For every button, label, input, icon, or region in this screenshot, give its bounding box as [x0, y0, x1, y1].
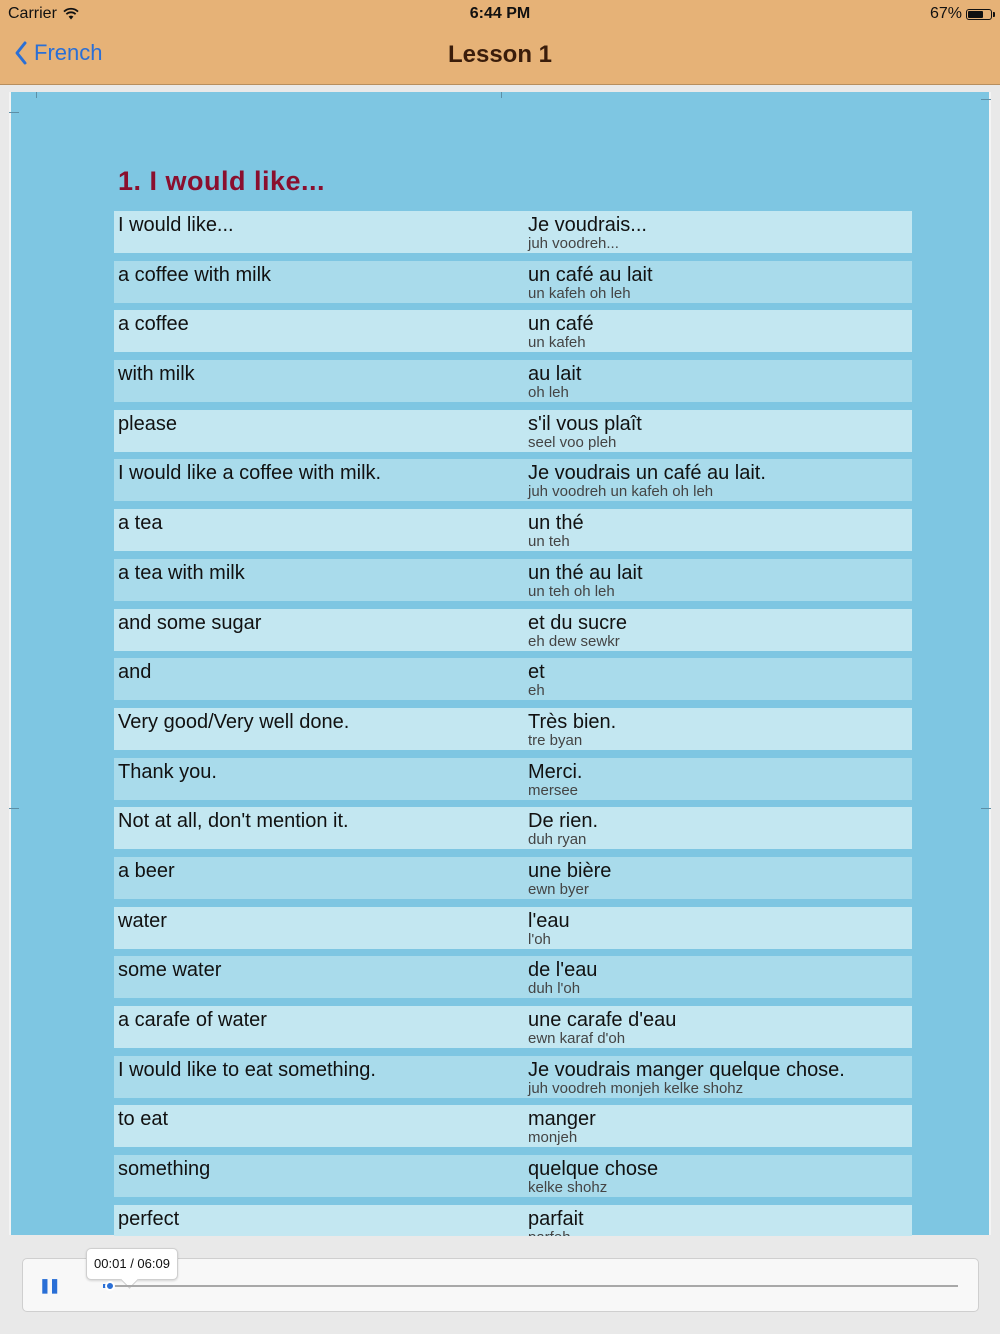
player-controls: [22, 1258, 979, 1312]
phrase-pronunciation: mersee: [528, 781, 579, 799]
phrase-pronunciation: un teh: [528, 533, 570, 551]
phrase-row: [114, 708, 912, 750]
phrase-french: l'eau: [528, 909, 570, 932]
phrase-pronunciation: eh dew sewkr: [528, 632, 620, 650]
phrase-english: a coffee with milk: [118, 263, 272, 286]
crop-mark: [9, 112, 19, 113]
phrase-english: and some sugar: [118, 611, 262, 634]
phrase-pronunciation: ewn karaf d'oh: [528, 1030, 626, 1047]
phrase-pronunciation: juh voodreh...: [528, 235, 619, 252]
phrase-french: une bière: [528, 859, 612, 882]
phrase-french: de l'eau: [528, 959, 598, 982]
phrase-pronunciation: un kafeh: [528, 334, 586, 352]
phrase-french: De rien.: [528, 810, 599, 833]
phrase-row: [114, 956, 912, 998]
phrase-row: [114, 1105, 912, 1147]
phrase-french: Merci.: [528, 760, 583, 783]
phrase-french: un café au lait: [528, 263, 653, 286]
phrase-pronunciation: tre byan: [528, 731, 583, 749]
progress-knob[interactable]: [105, 1281, 115, 1291]
battery-icon: [966, 9, 992, 20]
battery-percent: 67%: [929, 5, 962, 22]
navigation-bar: [0, 28, 1000, 85]
phrase-french: et du sucre: [528, 611, 627, 634]
battery-info: [930, 5, 992, 23]
phrase-english: something: [118, 1158, 211, 1181]
phrase-pronunciation: oh leh: [528, 384, 569, 402]
phrase-french: Très bien.: [528, 710, 617, 733]
phrase-english: water: [118, 909, 167, 932]
phrase-pronunciation: un kafeh oh leh: [528, 284, 631, 302]
phrase-english: and: [118, 661, 152, 684]
phrase-french: s'il vous plaît: [528, 412, 642, 435]
phrase-pronunciation: duh ryan: [528, 831, 587, 849]
phrase-row: [114, 1155, 912, 1197]
phrase-english: I would like to eat something.: [118, 1058, 376, 1081]
crop-mark: [9, 808, 19, 809]
phrase-english: Thank you.: [118, 760, 217, 783]
phrase-row: [114, 907, 912, 949]
audio-player: [0, 1236, 1000, 1334]
carrier-label: Carrier: [8, 5, 57, 22]
phrase-french: un café: [528, 313, 594, 336]
phrase-french: Je voudrais...: [528, 214, 647, 236]
phrase-english: a beer: [118, 859, 175, 882]
phrase-pronunciation: seel voo pleh: [528, 433, 617, 451]
phrase-row: [114, 1006, 912, 1048]
phrase-row: [114, 1056, 912, 1098]
phrase-row: [114, 559, 912, 601]
phrase-french: un thé au lait: [528, 561, 643, 584]
phrase-row: [114, 261, 912, 303]
phrase-french: quelque chose: [528, 1158, 659, 1181]
phrase-row: [114, 360, 912, 402]
phrase-pronunciation: duh l'oh: [528, 980, 581, 998]
phrase-english: I would like...: [118, 214, 234, 236]
progress-track[interactable]: [103, 1285, 958, 1287]
phrase-english: I would like a coffee with milk.: [118, 462, 382, 485]
phrase-row: [114, 658, 912, 700]
phrase-row: [114, 609, 912, 651]
phrase-pronunciation: juh voodreh monjeh kelke shohz: [528, 1079, 744, 1097]
phrase-french: manger: [528, 1108, 596, 1131]
lesson-heading: 1. I would like...: [118, 166, 326, 196]
phrase-english: Very good/Very well done.: [118, 710, 350, 733]
phrase-english: a tea: [118, 512, 163, 535]
phrase-pronunciation: juh voodreh un kafeh oh leh: [528, 483, 714, 501]
phrase-row: [114, 310, 912, 352]
phrase-french: et: [528, 661, 545, 684]
phrase-pronunciation: un teh oh leh: [528, 582, 615, 600]
page-title: Lesson 1: [447, 41, 553, 68]
phrase-pronunciation: l'oh: [528, 930, 551, 948]
phrase-pronunciation: monjeh: [528, 1129, 578, 1147]
phrase-row: [114, 509, 912, 551]
phrase-french: une carafe d'eau: [528, 1009, 677, 1031]
phrase-table: [114, 211, 912, 1254]
phrase-row: [114, 211, 912, 253]
phrase-english: with milk: [118, 363, 195, 386]
phrase-english: a tea with milk: [118, 561, 245, 584]
phrase-english: please: [118, 412, 177, 435]
crop-mark: [981, 808, 991, 809]
phrase-french: parfait: [528, 1207, 584, 1230]
phrase-row: [114, 410, 912, 452]
phrase-pronunciation: ewn byer: [528, 880, 589, 898]
crop-mark: [981, 99, 991, 100]
phrase-english: Not at all, don't mention it.: [118, 810, 349, 833]
phrase-french: au lait: [528, 363, 582, 386]
phrase-english: a carafe of water: [118, 1009, 267, 1031]
phrase-row: [114, 807, 912, 849]
crop-mark: [36, 92, 37, 98]
time-tooltip: 00:01 / 06:09: [86, 1248, 178, 1280]
status-bar: [0, 0, 1000, 28]
phrase-pronunciation: eh: [528, 682, 545, 700]
back-label: French: [34, 40, 103, 65]
crop-mark: [501, 92, 502, 98]
phrase-french: Je voudrais manger quelque chose.: [528, 1058, 845, 1081]
lesson-document[interactable]: [9, 92, 991, 1235]
phrase-french: un thé: [528, 512, 584, 535]
phrase-pronunciation: kelke shohz: [528, 1179, 608, 1197]
phrase-english: a coffee: [118, 313, 189, 336]
phrase-english: some water: [118, 959, 222, 982]
phrase-row: [114, 758, 912, 800]
phrase-row: [114, 459, 912, 501]
phrase-french: Je voudrais un café au lait.: [528, 462, 766, 485]
phrase-english: to eat: [118, 1108, 169, 1131]
status-time: 6:44 PM: [469, 5, 531, 22]
pause-button[interactable]: ❚❚: [39, 1277, 59, 1293]
phrase-row: [114, 857, 912, 899]
phrase-english: perfect: [118, 1207, 180, 1230]
